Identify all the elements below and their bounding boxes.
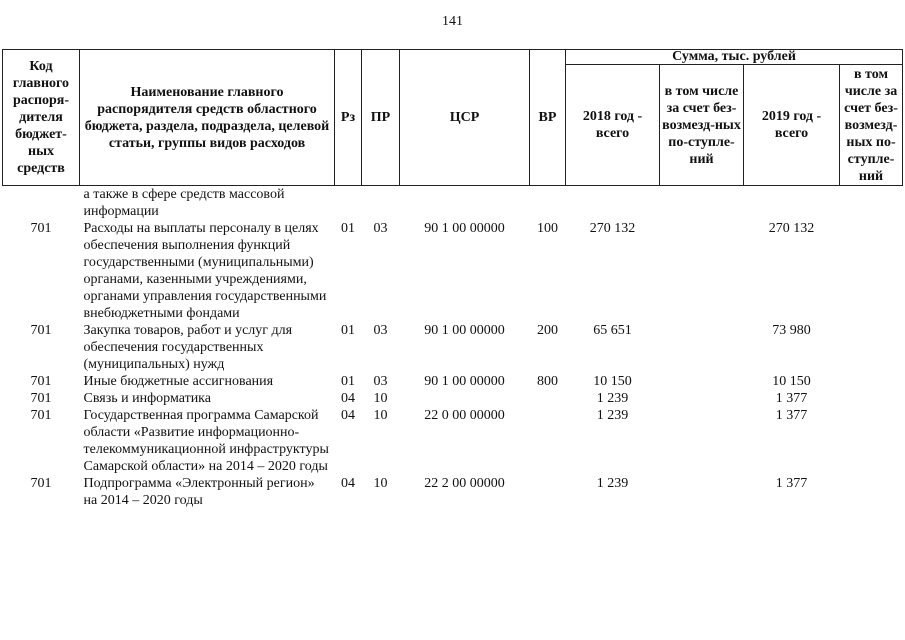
cell-vr: 800 — [537, 374, 558, 389]
cell-sum-2018: 1 239 — [596, 391, 629, 406]
cell-incl-2019 — [840, 390, 903, 407]
cell-sum-2018: 1 239 — [596, 476, 629, 491]
cell-sum-2019 — [744, 186, 840, 221]
table-header — [3, 50, 903, 186]
cell-name: Подпрограмма «Электронный регион» на 2014 – 2020 годы — [83, 476, 315, 508]
cell-sum-2018: 65 651 — [593, 323, 632, 338]
cell-sum-2019: 1 377 — [775, 476, 808, 491]
cell-sum-2019: 10 150 — [772, 374, 811, 389]
header-sum-2019: 2019 год - всего — [744, 65, 840, 186]
cell-incl-2019 — [840, 322, 903, 373]
cell-sum-2018: 270 132 — [589, 221, 636, 236]
budget-table — [2, 49, 903, 509]
cell-sum-2019: 1 377 — [775, 408, 808, 423]
table-body — [3, 186, 903, 510]
cell-incl-2018 — [660, 407, 744, 475]
cell-vr — [530, 475, 566, 509]
table-row — [3, 186, 903, 221]
cell-rz: 01 — [341, 374, 355, 389]
header-sum-group: Сумма, тыс. рублей — [566, 50, 903, 65]
header-rz: Рз — [335, 50, 362, 186]
cell-incl-2018 — [660, 186, 744, 221]
cell-vr — [530, 186, 566, 221]
cell-sum-2019: 73 980 — [772, 323, 811, 338]
cell-sum-2018 — [566, 186, 660, 221]
header-csr: ЦСР — [400, 50, 530, 186]
table-row — [3, 373, 903, 390]
cell-pr — [362, 186, 400, 221]
cell-pr: 03 — [373, 221, 388, 236]
header-vr: ВР — [530, 50, 566, 186]
cell-code: 701 — [30, 408, 52, 423]
cell-incl-2018 — [660, 475, 744, 509]
cell-pr: 10 — [373, 391, 388, 406]
cell-name: Расходы на выплаты персоналу в целях обеспечения выполнения функций государственными (муниципальными) органами, казенными учреждениями, органами управления государственными внебюджетными фондами — [83, 221, 327, 321]
cell-vr: 100 — [537, 221, 558, 236]
cell-rz: 01 — [341, 221, 355, 236]
cell-name: Государственная программа Самарской области «Развитие информационно-телекоммуникационной инфраструктуры Самарской области» на 2014 – 2020 годы — [83, 408, 329, 474]
cell-vr — [530, 390, 566, 407]
cell-csr: 90 1 00 00000 — [424, 221, 505, 236]
header-incl-2018: в том числе за счет без-возмезд-ных по-ступле-ний — [660, 65, 744, 186]
cell-incl-2018 — [660, 390, 744, 407]
cell-code: 701 — [30, 391, 52, 406]
cell-incl-2019 — [840, 475, 903, 509]
cell-code: 701 — [30, 323, 52, 338]
header-name: Наименование главного распорядителя средств областного бюджета, раздела, подраздела, целевой статьи, группы видов расходов — [80, 50, 335, 186]
header-pr: ПР — [362, 50, 400, 186]
table-row — [3, 322, 903, 373]
cell-name: а также в сфере средств массовой информации — [83, 187, 285, 219]
cell-csr: 90 1 00 00000 — [424, 323, 505, 338]
cell-incl-2019 — [840, 220, 903, 322]
cell-rz: 04 — [341, 391, 355, 406]
cell-csr — [400, 390, 530, 407]
cell-pr: 10 — [373, 408, 388, 423]
table-row — [3, 475, 903, 509]
cell-name: Закупка товаров, работ и услуг для обеспечения государственных (муниципальных) нужд — [83, 323, 293, 372]
cell-incl-2019 — [840, 407, 903, 475]
cell-incl-2018 — [660, 322, 744, 373]
cell-name: Иные бюджетные ассигнования — [83, 374, 274, 389]
cell-rz — [335, 186, 362, 221]
cell-csr: 22 2 00 00000 — [424, 476, 505, 491]
table-row — [3, 220, 903, 322]
cell-pr: 10 — [373, 476, 388, 491]
cell-csr — [400, 186, 530, 221]
cell-sum-2019: 1 377 — [775, 391, 808, 406]
cell-sum-2018: 1 239 — [596, 408, 629, 423]
cell-pr: 03 — [373, 374, 388, 389]
cell-csr: 90 1 00 00000 — [424, 374, 505, 389]
cell-csr: 22 0 00 00000 — [424, 408, 505, 423]
cell-vr: 200 — [537, 323, 558, 338]
cell-name: Связь и информатика — [83, 391, 211, 406]
cell-rz: 04 — [341, 408, 355, 423]
cell-pr: 03 — [373, 323, 388, 338]
header-sum-2018: 2018 год - всего — [566, 65, 660, 186]
cell-incl-2018 — [660, 220, 744, 322]
table-row — [3, 407, 903, 475]
cell-sum-2019: 270 132 — [768, 221, 815, 236]
header-incl-2019: в том числе за счет без-возмезд-ных по-ступле-ний — [840, 65, 903, 186]
cell-code: 701 — [30, 374, 52, 389]
cell-incl-2018 — [660, 373, 744, 390]
cell-code: 701 — [30, 221, 52, 236]
cell-incl-2019 — [840, 373, 903, 390]
cell-sum-2018: 10 150 — [593, 374, 632, 389]
cell-vr — [530, 407, 566, 475]
cell-rz: 04 — [341, 476, 355, 491]
cell-rz: 01 — [341, 323, 355, 338]
cell-incl-2019 — [840, 186, 903, 221]
table-row — [3, 390, 903, 407]
cell-code — [3, 186, 80, 221]
cell-code: 701 — [30, 476, 52, 491]
page-number: 141 — [442, 14, 463, 29]
header-code: Код главного распоря-дителя бюджет-ных средств — [3, 50, 80, 186]
